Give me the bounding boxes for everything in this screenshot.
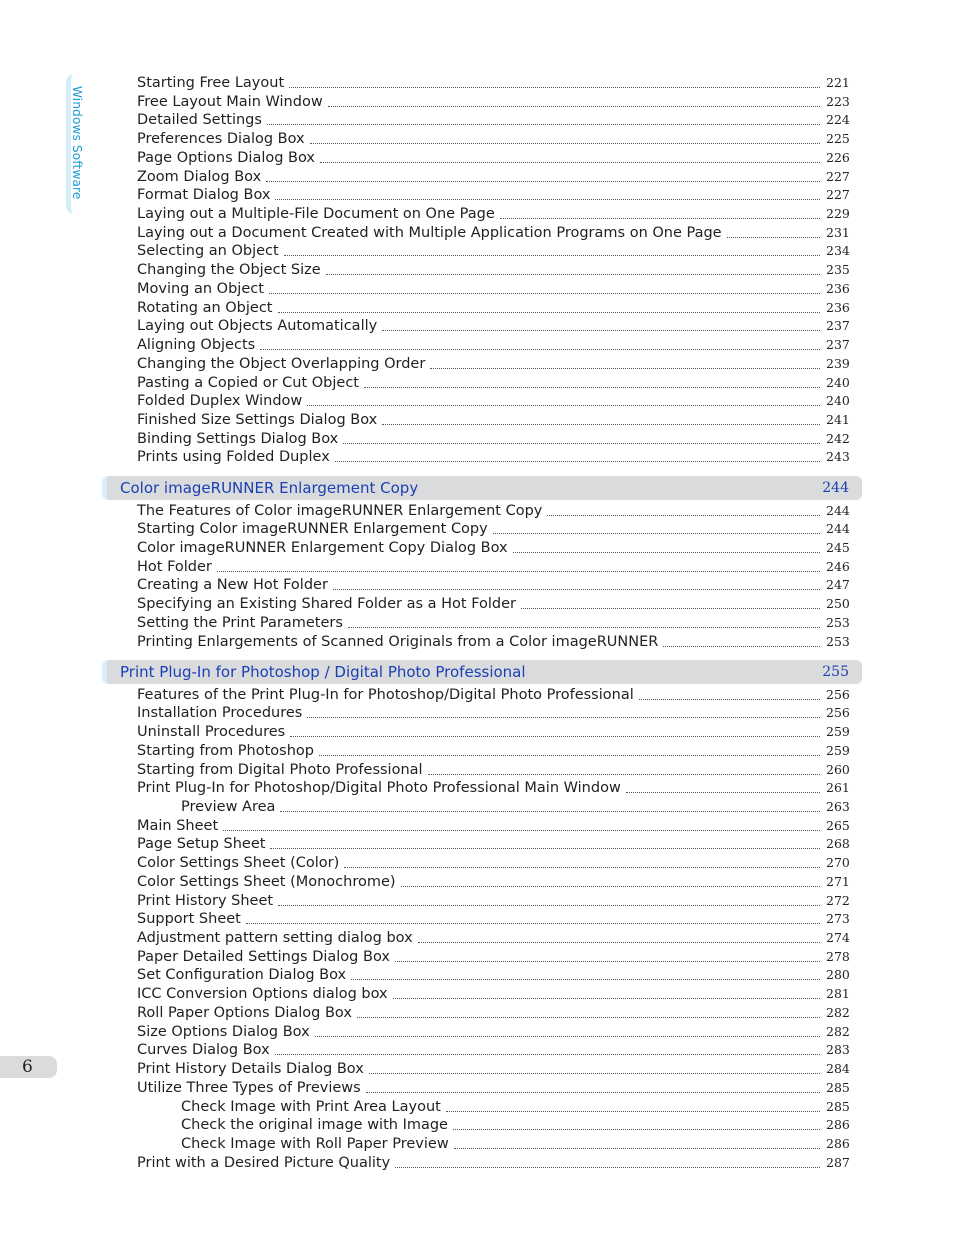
toc-entry-title: Starting from Photoshop [137,742,314,759]
dot-leader [223,829,820,831]
section-header[interactable] [102,660,862,684]
toc-entry-title: Check the original image with Image [181,1117,448,1134]
toc-entry-title: Roll Paper Options Dialog Box [137,1004,352,1021]
dot-leader [418,941,820,943]
toc-entry-title: Utilize Three Types of Previews [137,1079,361,1096]
toc-entry-title: Page Options Dialog Box [137,149,316,166]
toc-entry-title: Print History Details Dialog Box [137,1061,364,1078]
toc-entry-page: 263 [826,799,850,814]
toc-entry-title: Printing Enlargements of Scanned Originals from a Color imageRUNNER [137,633,659,650]
dot-leader [270,847,820,849]
toc-entry-page: 244 [826,502,850,518]
toc-entry[interactable] [137,242,848,260]
toc-entry-title: Prints using Folded Duplex [137,449,330,466]
section-page: 244 [822,479,849,496]
toc-entry[interactable] [137,539,848,557]
toc-entry-title: Rotating an Object [137,299,273,316]
toc-entry[interactable] [181,798,848,816]
toc-entry-page: 235 [826,262,850,278]
toc-entry[interactable] [137,374,848,392]
toc-entry-title: Print Plug-In for Photoshop/Digital Photo Professional Main Window [137,780,621,797]
dot-leader [663,645,820,647]
toc-entry-title: Format Dialog Box [137,187,271,204]
toc-entry-title: Main Sheet [137,817,219,834]
toc-entry-page: 261 [826,780,850,796]
toc-entry-page: 272 [826,892,850,908]
toc-entry[interactable] [137,111,848,129]
toc-entry[interactable] [137,186,848,204]
toc-entry-title: Moving an Object [137,280,264,297]
dot-leader [382,423,820,425]
toc-entry-title: Binding Settings Dialog Box [137,430,339,447]
toc-entry[interactable] [137,392,848,410]
toc-entry-page: 237 [826,337,850,353]
section-title: Color imageRUNNER Enlargement Copy [120,478,419,497]
toc-entry[interactable] [137,74,848,92]
toc-entry-title: Support Sheet [137,911,241,928]
dot-leader [369,1072,820,1074]
toc-entry-page: 286 [826,1117,850,1133]
toc-entry[interactable] [137,854,848,872]
toc-entry[interactable] [137,168,848,186]
toc-entry-page: 274 [826,930,850,946]
dot-leader [267,123,820,125]
toc-entry-page: 245 [826,539,850,555]
dot-leader [343,442,820,444]
dot-leader [493,532,820,534]
toc-entry-page: 224 [826,112,850,128]
toc-entry-title: Color imageRUNNER Enlargement Copy Dialog Box [137,539,508,556]
dot-leader [266,180,820,182]
side-label: Windows Software [70,86,84,200]
toc-entry-title: Finished Size Settings Dialog Box [137,411,378,428]
dot-leader [357,1016,820,1018]
toc-entry-title: Print with a Desired Picture Quality [137,1154,391,1171]
toc-entry-title: Starting Free Layout [137,75,285,91]
toc-entry-page: 284 [826,1061,850,1077]
toc-entry-page: 226 [826,149,850,165]
toc-entry-title: Installation Procedures [137,705,303,722]
toc-entry-page: 227 [826,187,850,203]
toc-entry-title: Laying out Objects Automatically [137,318,378,335]
toc-entry-page: 221 [826,75,850,90]
toc-entry[interactable] [137,686,848,704]
toc-entry-page: 273 [826,911,850,927]
toc-entry-page: 250 [826,596,850,612]
toc-entry-page: 280 [826,967,850,983]
dot-leader [639,698,820,700]
toc-entry[interactable] [137,910,848,928]
dot-leader [727,236,820,238]
toc-entry[interactable] [137,1154,848,1172]
toc-entry-page: 237 [826,318,850,334]
toc-entry[interactable] [137,261,848,279]
toc-entry[interactable] [137,1060,848,1078]
dot-leader [320,161,820,163]
toc-entry[interactable] [137,205,848,223]
toc-entry-title: ICC Conversion Options dialog box [137,986,388,1003]
toc-entry-title: Preview Area [181,799,276,815]
toc-entry-title: Detailed Settings [137,112,262,129]
toc-entry-page: 244 [826,521,850,537]
dot-leader [626,791,820,793]
toc-entry-title: Starting from Digital Photo Professional [137,761,423,778]
toc-entry-page: 281 [826,986,850,1002]
toc-entry[interactable] [137,430,848,448]
toc-entry[interactable] [137,633,848,651]
toc-entry[interactable] [137,723,848,741]
toc-entry[interactable] [137,742,848,760]
dot-leader [319,754,820,756]
toc-entry-page: 243 [826,449,850,465]
toc-entry-page: 260 [826,761,850,777]
dot-leader [454,1147,820,1149]
toc-entry-page: 287 [826,1154,850,1170]
toc-entry-title: Curves Dialog Box [137,1042,270,1059]
toc-entry-page: 231 [826,224,850,240]
toc-entry-title: Check Image with Print Area Layout [181,1098,441,1115]
toc-entry-title: Setting the Print Parameters [137,614,343,631]
toc-entry-title: Aligning Objects [137,337,256,354]
dot-leader [310,142,820,144]
toc-entry-page: 234 [826,243,850,259]
toc-entry[interactable] [137,704,848,722]
toc-entry-title: Starting Color imageRUNNER Enlargement Copy [137,521,488,538]
toc-entry-title: The Features of Color imageRUNNER Enlargement Copy [137,502,543,519]
dot-leader [351,978,820,980]
toc-entry[interactable] [137,448,848,466]
toc-entry-page: 240 [826,374,850,390]
toc-entry-title: Changing the Object Size [137,262,321,279]
dot-leader [284,254,820,256]
dot-leader [500,217,820,219]
toc-entry-page: 225 [826,131,850,147]
dot-leader [513,551,820,553]
toc-entry-page: 256 [826,686,850,702]
toc-entry-page: 236 [826,280,850,296]
toc-entry[interactable] [181,1098,848,1116]
dot-leader [453,1128,820,1130]
dot-leader [364,386,820,388]
toc-entry[interactable] [137,1004,848,1022]
toc-entry-page: 247 [826,577,850,593]
toc-entry[interactable] [137,1041,848,1059]
toc-entry[interactable] [137,411,848,429]
dot-leader [344,866,820,868]
toc-entry-page: 236 [826,299,850,315]
toc-entry[interactable] [137,817,848,835]
toc-entry[interactable] [137,149,848,167]
toc-entry-title: Check Image with Roll Paper Preview [181,1135,449,1152]
toc-entry[interactable] [137,576,848,594]
dot-leader [446,1110,820,1112]
dot-leader [547,514,820,516]
dot-leader [275,198,820,200]
toc-entry[interactable] [137,558,848,576]
dot-leader [246,922,820,924]
toc-entry[interactable] [137,130,848,148]
toc-entry-page: 242 [826,430,850,446]
toc-entry[interactable] [137,224,848,242]
toc-entry[interactable] [137,966,848,984]
toc-entry-page: 285 [826,1098,850,1114]
dot-leader [289,86,820,88]
toc-entry[interactable] [137,93,848,111]
dot-leader [395,1166,820,1168]
toc-entry-title: Features of the Print Plug-In for Photoshop/Digital Photo Professional [137,686,634,703]
dot-leader [366,1091,820,1093]
toc-entry-title: Creating a New Hot Folder [137,577,328,594]
toc-entry[interactable] [137,299,848,317]
dot-leader [382,329,820,331]
toc-entry-page: 240 [826,393,850,409]
toc-entry-title: Hot Folder [137,558,212,575]
toc-entry[interactable] [137,317,848,335]
toc-entry[interactable] [137,929,848,947]
dot-leader [393,997,820,999]
dot-leader [395,960,820,962]
dot-leader [430,367,820,369]
toc-entry-page: 286 [826,1135,850,1151]
toc-entry[interactable] [137,280,848,298]
toc-entry-title: Specifying an Existing Shared Folder as a Hot Folder [137,596,517,613]
toc-entry[interactable] [137,355,848,373]
toc-entry-title: Color Settings Sheet (Color) [137,855,340,872]
toc-entry-title: Size Options Dialog Box [137,1023,310,1040]
toc-entry[interactable] [137,614,848,632]
toc-entry-page: 259 [826,724,850,740]
toc-entry-title: Pasting a Copied or Cut Object [137,374,359,391]
toc-entry-title: Page Setup Sheet [137,836,266,853]
toc-entry-title: Preferences Dialog Box [137,131,305,148]
toc-entry-page: 283 [826,1042,850,1058]
section-page: 255 [822,663,849,680]
toc-entry[interactable] [137,520,848,538]
toc-entry[interactable] [137,761,848,779]
dot-leader [328,105,820,107]
toc-entry-page: 271 [826,873,850,889]
toc-entry-page: 282 [826,1023,850,1039]
toc-entry-page: 282 [826,1004,850,1020]
toc-entry[interactable] [137,948,848,966]
section-title: Print Plug-In for Photoshop / Digital Photo Professional [120,662,526,681]
toc-entry-title: Zoom Dialog Box [137,168,262,185]
dot-leader [278,311,821,313]
dot-leader [217,570,820,572]
toc-entry[interactable] [137,779,848,797]
toc-entry-title: Adjustment pattern setting dialog box [137,930,413,947]
toc-entry[interactable] [137,985,848,1003]
dot-leader [335,460,820,462]
toc-entry-title: Laying out a Document Created with Multiple Application Programs on One Page [137,224,722,241]
toc-entry-page: 265 [826,817,850,833]
dot-leader [280,810,820,812]
dot-leader [269,292,820,294]
toc-entry-page: 223 [826,93,850,109]
toc-entry-page: 229 [826,206,850,222]
dot-leader [315,1035,820,1037]
toc-entry[interactable] [137,873,848,891]
dot-leader [260,348,820,350]
toc-entry-page: 285 [826,1079,850,1095]
toc-entry[interactable] [137,1079,848,1097]
toc-entry[interactable] [137,892,848,910]
toc-entry-page: 253 [826,614,850,630]
toc-entry-page: 268 [826,836,850,852]
toc-entry-page: 256 [826,705,850,721]
toc-entry-page: 270 [826,855,850,871]
toc-entry[interactable] [137,502,848,520]
dot-leader [326,273,820,275]
toc-entry-title: Laying out a Multiple-File Document on One Page [137,206,495,223]
toc-entry-title: Set Configuration Dialog Box [137,967,347,984]
toc-entry[interactable] [137,1023,848,1041]
dot-leader [521,607,820,609]
toc-entry[interactable] [181,1116,848,1134]
dot-leader [307,404,820,406]
dot-leader [275,1053,820,1055]
toc-entry-page: 239 [826,355,850,371]
toc-entry-page: 241 [826,411,850,427]
dot-leader [307,716,820,718]
page-number: 6 [0,1056,57,1078]
toc-entry-page: 253 [826,633,850,649]
toc-entry-title: Free Layout Main Window [137,93,323,110]
toc-entry-title: Selecting an Object [137,243,279,260]
toc-entry-title: Uninstall Procedures [137,724,286,741]
dot-leader [290,735,820,737]
toc-entry[interactable] [137,595,848,613]
toc-entry-title: Print History Sheet [137,892,274,909]
toc-entry-title: Color Settings Sheet (Monochrome) [137,873,396,890]
dot-leader [428,773,820,775]
toc-entry-page: 246 [826,558,850,574]
toc-entry[interactable] [181,1135,848,1153]
toc-entry-title: Folded Duplex Window [137,393,303,410]
section-header[interactable] [102,476,862,500]
toc-entry[interactable] [137,835,848,853]
toc-entry[interactable] [137,336,848,354]
dot-leader [333,588,820,590]
toc-entry-page: 259 [826,742,850,758]
toc-entry-page: 227 [826,168,850,184]
toc-entry-page: 278 [826,948,850,964]
toc-entry-title: Paper Detailed Settings Dialog Box [137,948,390,965]
dot-leader [348,626,820,628]
toc-entry-title: Changing the Object Overlapping Order [137,355,426,372]
dot-leader [278,904,820,906]
dot-leader [401,885,820,887]
